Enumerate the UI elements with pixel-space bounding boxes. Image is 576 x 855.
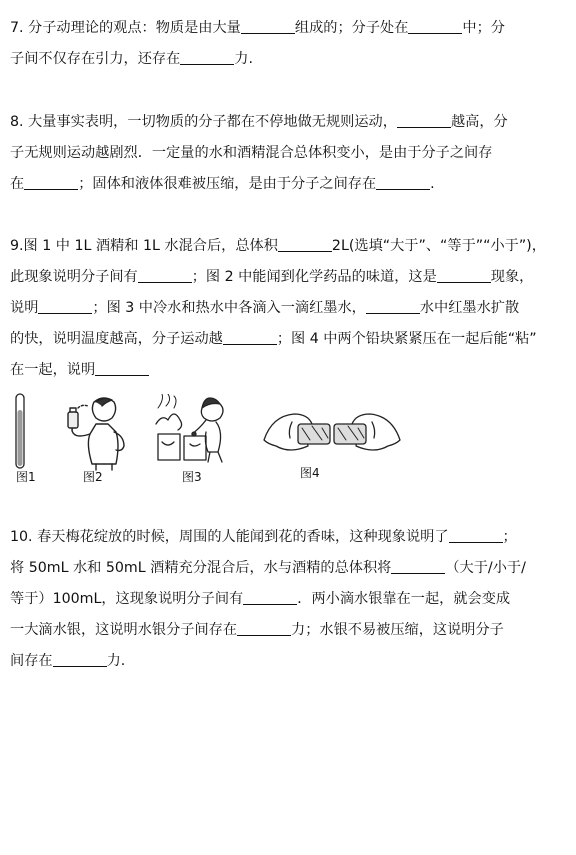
q9-line-5: 在一起，说明 xyxy=(10,355,566,386)
answer-blank[interactable] xyxy=(138,264,192,283)
answer-blank[interactable] xyxy=(391,555,445,574)
q9-line-4: 的快，说明温度越高，分子运动越 ；图 4 中两个铅块紧紧压在一起后能“粘” xyxy=(10,324,566,355)
question-10 xyxy=(10,522,566,677)
question-9 xyxy=(10,231,566,386)
beakers-ink-figure xyxy=(150,394,236,468)
answer-blank[interactable] xyxy=(53,648,107,667)
figure-1-caption: 图1 xyxy=(16,470,36,484)
q10-line-4: 一大滴水银，这说明水银分子间存在 力；水银不易被压缩，这说明分子 xyxy=(10,615,566,646)
answer-blank[interactable] xyxy=(376,171,430,190)
test-tube-figure xyxy=(13,392,27,472)
question-7 xyxy=(10,13,566,75)
answer-blank[interactable] xyxy=(38,295,92,314)
lead-blocks-figure xyxy=(262,406,402,462)
q10-line-5: 间存在 力. xyxy=(10,646,566,677)
q8-line-1: 8. 大量事实表明，一切物质的分子都在不停地做无规则运动， 越高，分 xyxy=(10,107,566,138)
figure-row xyxy=(10,392,410,487)
answer-blank[interactable] xyxy=(408,15,462,34)
answer-blank[interactable] xyxy=(237,617,291,636)
q10-line-1: 10. 春天梅花绽放的时候，周围的人能闻到花的香味，这种现象说明了 ； xyxy=(10,522,566,553)
q7-line-2: 子间不仅存在引力，还存在 力. xyxy=(10,44,566,75)
answer-blank[interactable] xyxy=(241,15,295,34)
q9-line-1: 9.图 1 中 1L 酒精和 1L 水混合后，总体积 2L(选填“大于”、“等于”“小于”)， xyxy=(10,231,566,262)
q9-line-2: 此现象说明分子间有 ；图 2 中能闻到化学药品的味道，这是 现象， xyxy=(10,262,566,293)
answer-blank[interactable] xyxy=(95,357,149,376)
q10-line-3: 等于）100mL，这现象说明分子间有 ．两小滴水银靠在一起，就会变成 xyxy=(10,584,566,615)
answer-blank[interactable] xyxy=(180,46,234,65)
answer-blank[interactable] xyxy=(243,586,297,605)
answer-blank[interactable] xyxy=(437,264,491,283)
answer-blank[interactable] xyxy=(24,171,78,190)
question-8 xyxy=(10,107,566,200)
answer-blank[interactable] xyxy=(366,295,420,314)
q8-line-3: 在 ；固体和液体很难被压缩，是由于分子之间存在 . xyxy=(10,169,566,200)
q9-line-3: 说明 ；图 3 中冷水和热水中各滴入一滴红墨水， 水中红墨水扩散 xyxy=(10,293,566,324)
q7-line-1: 7. 分子动理论的观点：物质是由大量 组成的；分子处在 中；分 xyxy=(10,13,566,44)
figure-4-caption: 图4 xyxy=(300,466,320,480)
answer-blank[interactable] xyxy=(278,233,332,252)
answer-blank[interactable] xyxy=(223,326,277,345)
q10-line-2: 将 50mL 水和 50mL 酒精充分混合后，水与酒精的总体积将 （大于/小于/ xyxy=(10,553,566,584)
figure-2-caption: 图2 xyxy=(83,470,103,484)
answer-blank[interactable] xyxy=(397,109,451,128)
figure-3-caption: 图3 xyxy=(182,470,202,484)
person-smelling-figure xyxy=(56,392,138,472)
q8-line-2: 子无规则运动越剧烈．一定量的水和酒精混合总体积变小，是由于分子之间存 xyxy=(10,145,493,161)
answer-blank[interactable] xyxy=(449,524,503,543)
